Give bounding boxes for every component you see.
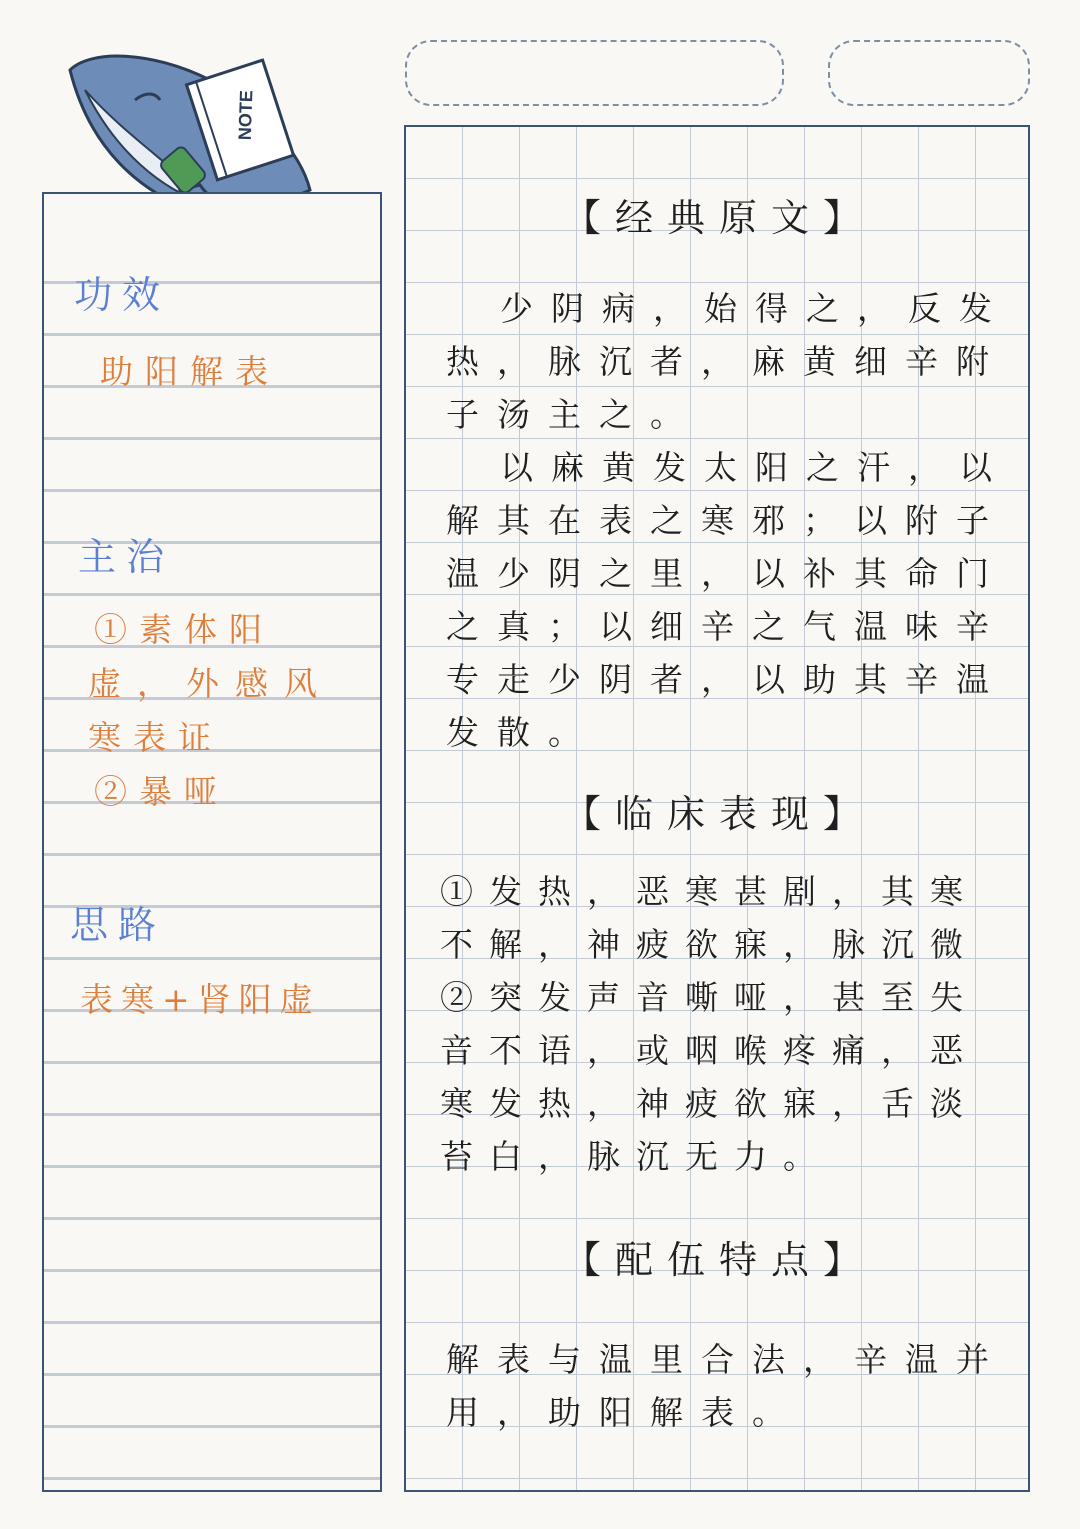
combination-line-2: 用，助阳解表。	[446, 1393, 803, 1432]
classic-p2-line-3: 温少阴之里，以补其命门	[446, 554, 1007, 593]
combination-line-1: 解表与温里合法，辛温并	[446, 1340, 1007, 1379]
indication-line-3: 寒表证	[88, 718, 223, 757]
clinical-line-3: ②突发声音嘶哑，甚至失	[440, 978, 979, 1017]
indication-line-2: 虚，外感风	[88, 664, 333, 703]
clinical-paragraph	[440, 865, 1000, 1183]
classic-p2-line-2: 解其在表之寒邪；以附子	[446, 501, 1007, 540]
combination-heading: 【配伍特点】	[562, 1238, 875, 1282]
classic-p2-line-5: 专走少阴者，以助其辛温	[446, 660, 1007, 699]
title-box	[405, 40, 784, 106]
date-box	[828, 40, 1030, 106]
clinical-line-1: ①发热，恶寒甚剧，其寒	[440, 872, 979, 911]
clinical-line-5: 寒发热，神疲欲寐，舌淡	[440, 1084, 979, 1123]
clinical-line-4: 音不语，或咽喉疼痛，恶	[440, 1031, 979, 1070]
classic-p2-line-1: 以麻黄发太阳之汗，以	[500, 448, 1010, 487]
effect-text: 助阳解表	[100, 352, 280, 391]
effect-heading: 功效	[74, 273, 171, 317]
classic-text-heading: 【经典原文】	[562, 196, 875, 240]
classic-p2-line-6: 发散。	[446, 713, 599, 752]
right-notes-panel	[404, 125, 1030, 1492]
left-summary-panel	[42, 192, 382, 1492]
clinical-heading: 【临床表现】	[562, 792, 875, 836]
indication-heading: 主治	[78, 535, 175, 579]
classic-p1-line-3: 子汤主之。	[446, 395, 701, 434]
classic-p1-line-1: 少阴病，始得之，反发	[500, 289, 1010, 328]
combination-paragraph	[446, 1333, 1006, 1439]
classic-p1-line-2: 热，脉沉者，麻黄细辛附	[446, 342, 1007, 381]
classic-paragraph-1	[446, 282, 1010, 441]
indication-line-4: ②暴哑	[94, 772, 229, 811]
note-label: NOTE	[234, 89, 257, 141]
indication-line-1: ①素体阳	[94, 610, 274, 649]
classic-p2-line-4: 之真；以细辛之气温味辛	[446, 607, 1007, 646]
clinical-line-2: 不解，神疲欲寐，脉沉微	[440, 925, 979, 964]
approach-text: 表寒+肾阳虚	[80, 980, 321, 1019]
approach-heading: 思路	[70, 903, 167, 947]
clinical-line-6: 苔白，脉沉无力。	[440, 1137, 832, 1176]
classic-paragraph-2	[446, 441, 1010, 759]
